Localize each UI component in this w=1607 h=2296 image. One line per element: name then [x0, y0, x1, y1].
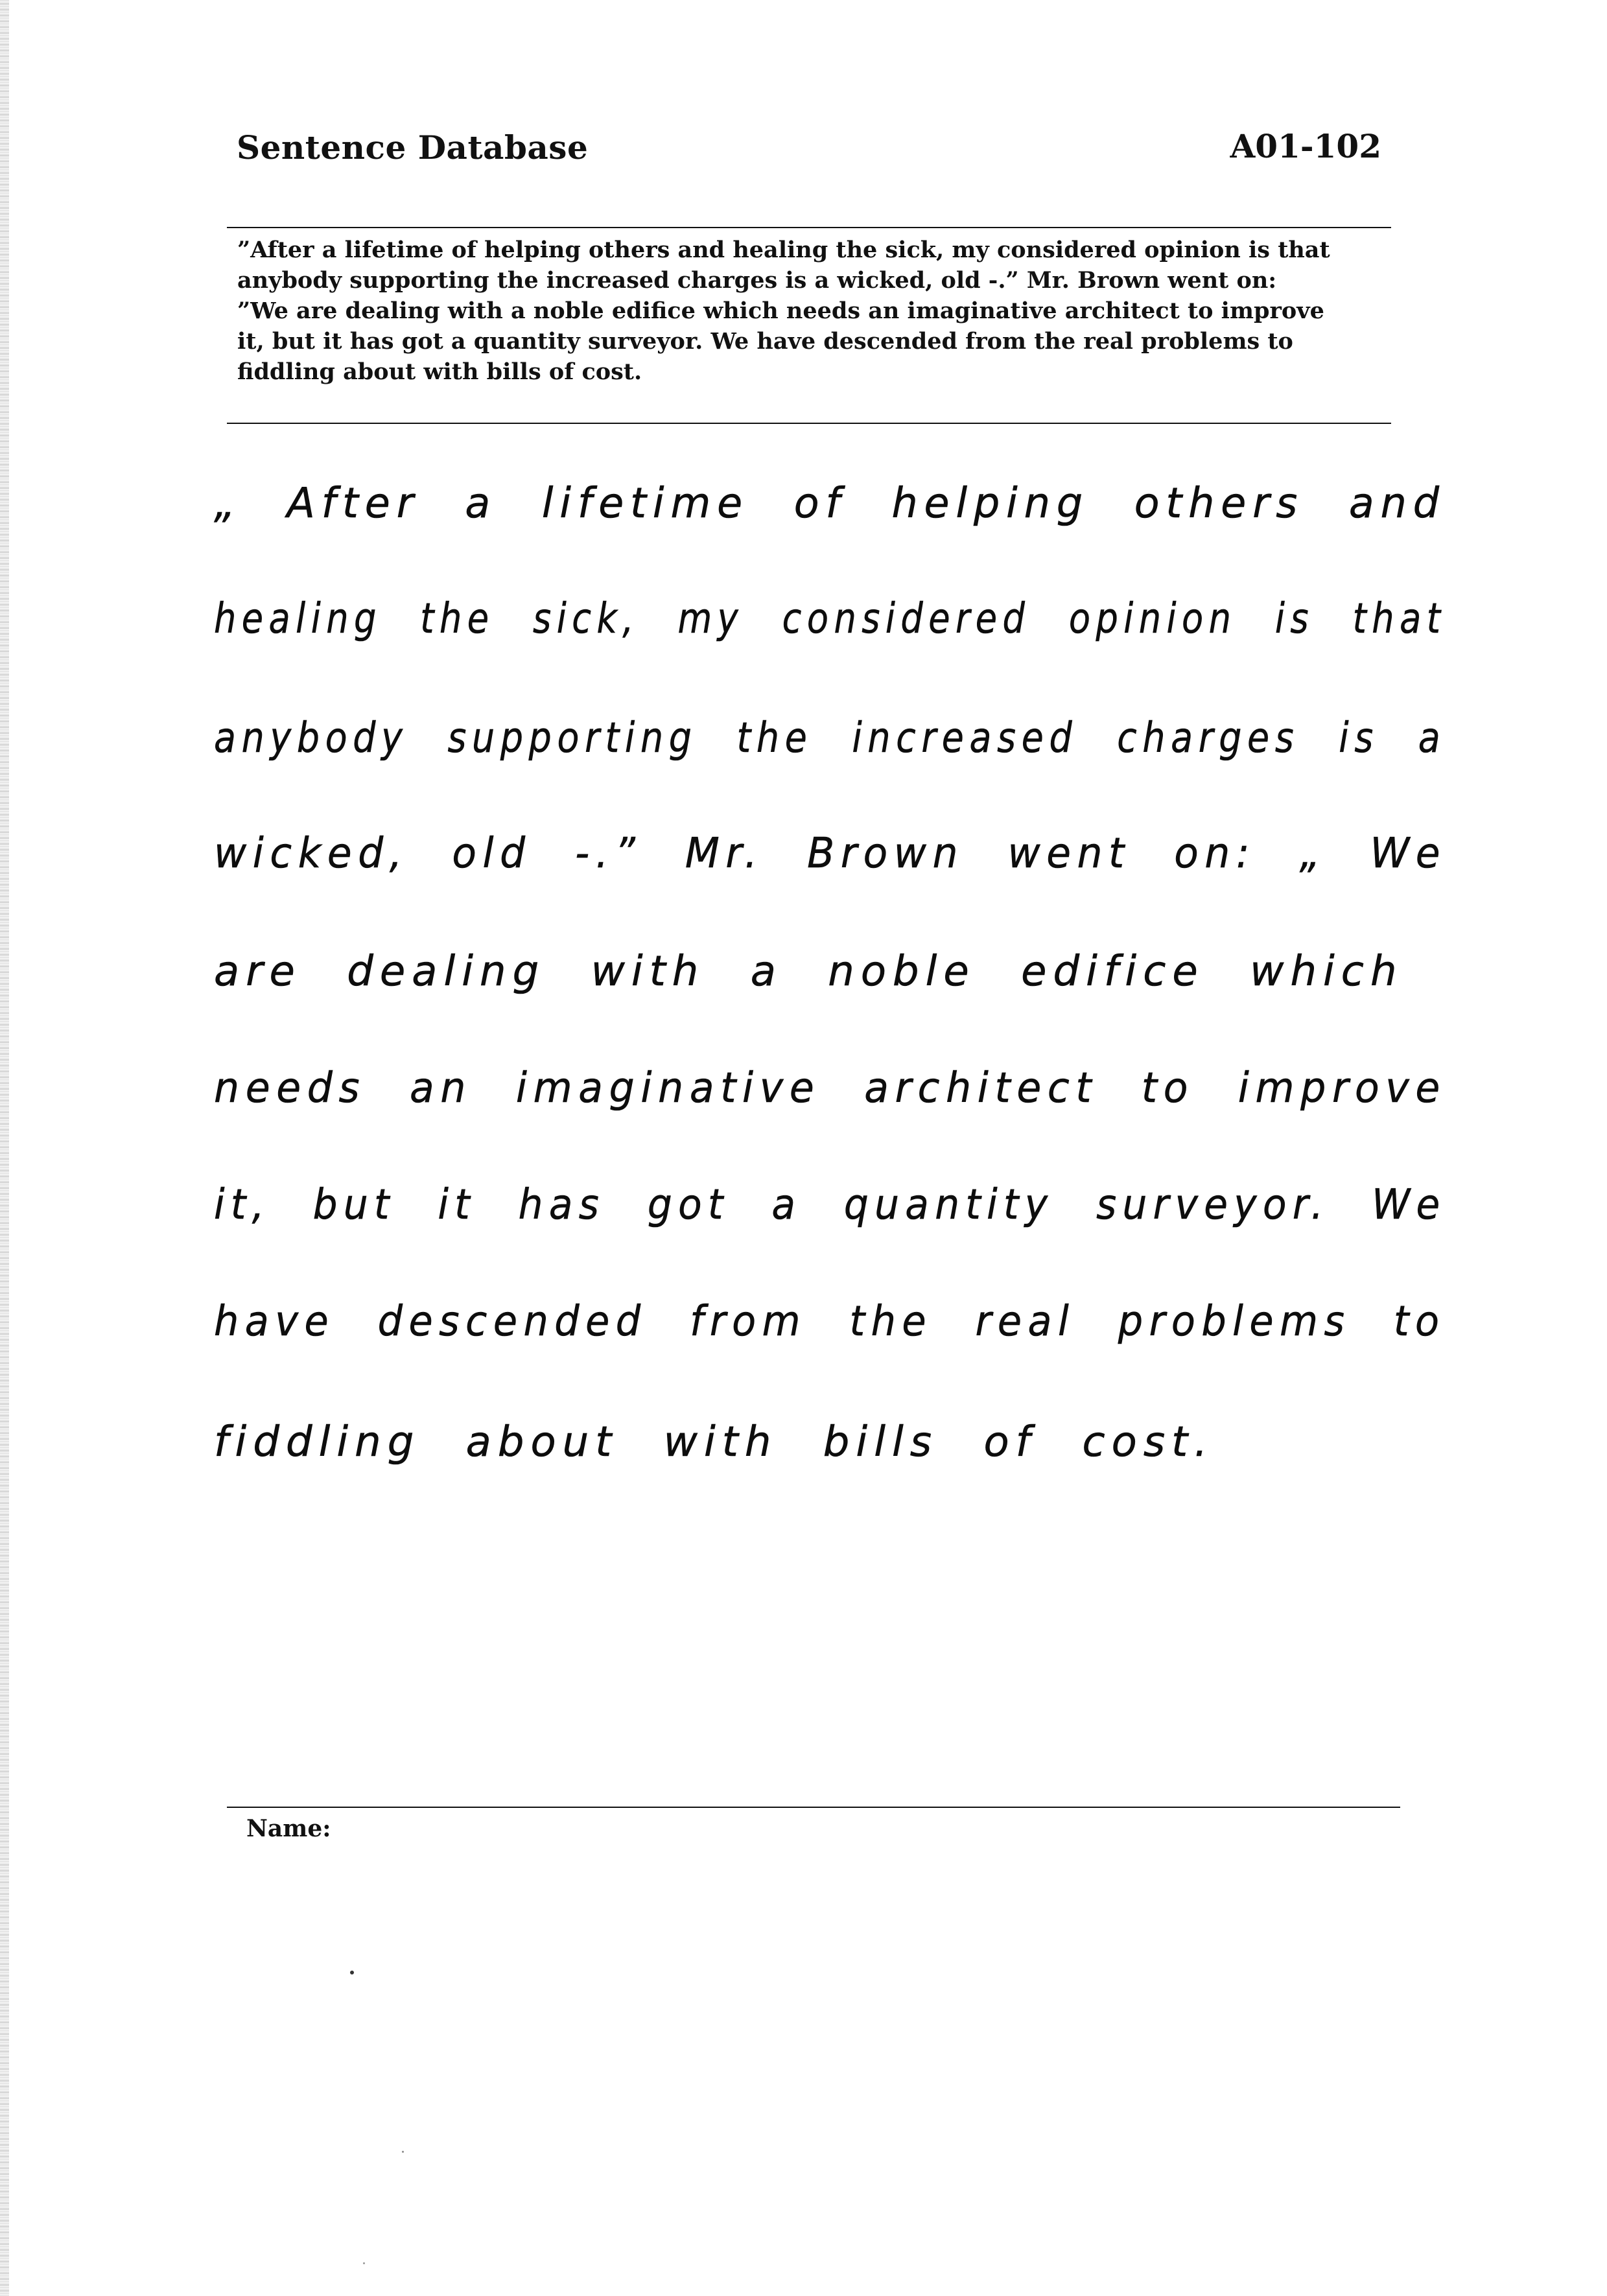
form-id: A01-102 — [1230, 127, 1381, 165]
scan-speck — [350, 1971, 354, 1974]
middle-rule — [227, 423, 1391, 424]
scan-edge-artifact — [0, 0, 9, 2296]
printed-line: ”After a lifetime of helping others and healing the sick, my considered opinion is that — [237, 237, 1330, 263]
printed-line: anybody supporting the increased charges is a wicked, old -.” Mr. Brown went on: — [237, 267, 1277, 294]
top-rule — [227, 227, 1391, 228]
printed-sentence-block — [237, 235, 1385, 387]
handwritten-line: fiddling about with bills of cost. — [214, 1418, 1214, 1466]
printed-line: fiddling about with bills of cost. — [237, 358, 642, 385]
printed-line: ”We are dealing with a noble edifice which needs an imaginative architect to improve — [237, 298, 1324, 324]
handwritten-line: have descended from the real problems to — [214, 1298, 1446, 1346]
handwritten-line: needs an imaginative architect to improve — [214, 1064, 1446, 1112]
form-title: Sentence Database — [237, 128, 589, 167]
handwritten-line: anybody supporting the increased charges is a — [214, 714, 1446, 762]
handwritten-line: are dealing with a noble edifice which — [214, 948, 1403, 996]
bottom-rule — [227, 1807, 1400, 1808]
scan-speck — [402, 2151, 404, 2153]
printed-line: it, but it has got a quantity surveyor. We have descended from the real problems to — [237, 328, 1293, 355]
scan-speck — [363, 2262, 365, 2264]
handwritten-line: „ After a lifetime of helping others and — [214, 480, 1446, 528]
handwritten-line: healing the sick, my considered opinion is that — [214, 595, 1446, 643]
handwritten-line: wicked, old -.” Mr. Brown went on: „ We — [214, 830, 1447, 878]
name-label: Name: — [246, 1815, 331, 1842]
handwritten-line: it, but it has got a quantity surveyor. We — [214, 1181, 1446, 1229]
